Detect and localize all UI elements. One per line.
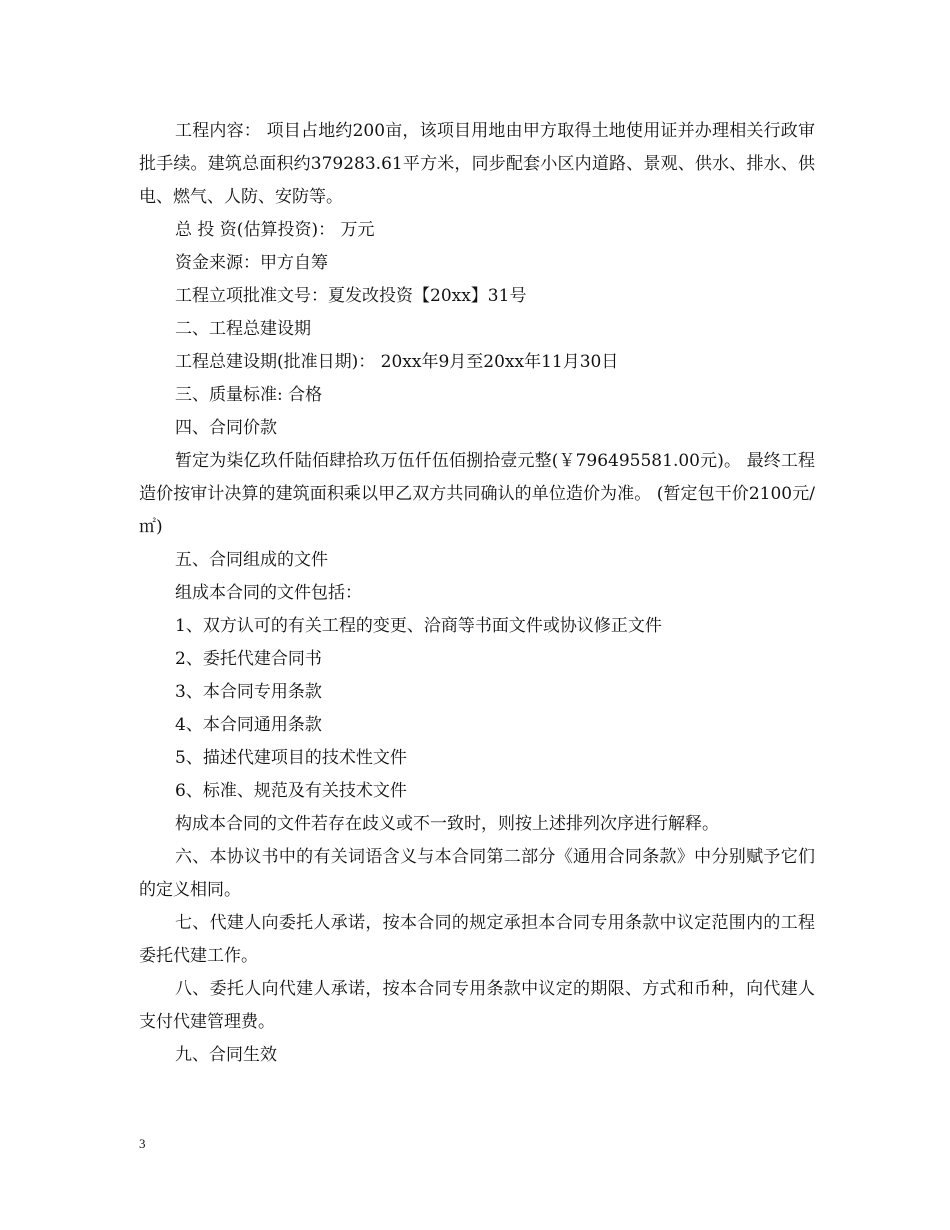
section-heading-construction-period: 二、工程总建设期 (175, 319, 311, 339)
clause-eight-client-commitment: 八、委托人向代建人承诺，按本合同专用条款中议定的期限、方式和币种，向代建人支付代建管理费。 (139, 979, 815, 1032)
paragraph-total-investment: 总 投 资(估算投资)： 万元 (175, 220, 375, 240)
paragraph-documents-precedence: 构成本合同的文件若存在歧义或不一致时，则按上述排列次序进行解释。 (175, 814, 719, 834)
clause-seven-agent-commitment: 七、代建人向委托人承诺，按本合同的规定承担本合同专用条款中议定范围内的工程委托代建工作。 (139, 913, 815, 966)
list-item-document-5: 5、描述代建项目的技术性文件 (175, 748, 407, 768)
list-item-document-1: 1、双方认可的有关工程的变更、洽商等书面文件或协议修正文件 (175, 616, 662, 636)
list-item-document-6: 6、标准、规范及有关技术文件 (175, 781, 407, 801)
list-item-document-2: 2、委托代建合同书 (175, 649, 322, 669)
paragraph-funding-source: 资金来源：甲方自筹 (175, 253, 328, 273)
document-body (139, 115, 815, 1072)
clause-six-definitions: 六、本协议书中的有关词语含义与本合同第二部分《通用合同条款》中分别赋予它们的定义相同。 (139, 847, 815, 900)
paragraph-project-content: 工程内容： 项目占地约200亩，该项目用地由甲方取得土地使用证并办理相关行政审批手续。建筑总面积约379283.61平方米，同步配套小区内道路、景观、供水、排水、供电、燃气、人防、安防等。 (139, 121, 815, 207)
paragraph-construction-period: 工程总建设期(批准日期)： 20xx年9月至20xx年11月30日 (175, 352, 619, 372)
list-item-document-3: 3、本合同专用条款 (175, 682, 322, 702)
paragraph-documents-intro: 组成本合同的文件包括： (175, 583, 362, 603)
section-heading-quality-standard: 三、质量标准: 合格 (175, 385, 323, 405)
page-number: 3 (139, 1136, 146, 1151)
list-item-document-4: 4、本合同通用条款 (175, 715, 322, 735)
paragraph-contract-price: 暂定为柒亿玖仟陆佰肆拾玖万伍仟伍佰捌拾壹元整(￥796495581.00元)。 最终工程造价按审计决算的建筑面积乘以甲乙双方共同确认的单位造价为准。 (暂定包干价2100元/㎡) (139, 451, 815, 537)
section-heading-contract-documents: 五、合同组成的文件 (175, 550, 328, 570)
section-heading-contract-effective: 九、合同生效 (175, 1045, 277, 1065)
section-heading-contract-price: 四、合同价款 (175, 418, 277, 438)
paragraph-approval-number: 工程立项批准文号：夏发改投资【20xx】31号 (175, 286, 527, 306)
